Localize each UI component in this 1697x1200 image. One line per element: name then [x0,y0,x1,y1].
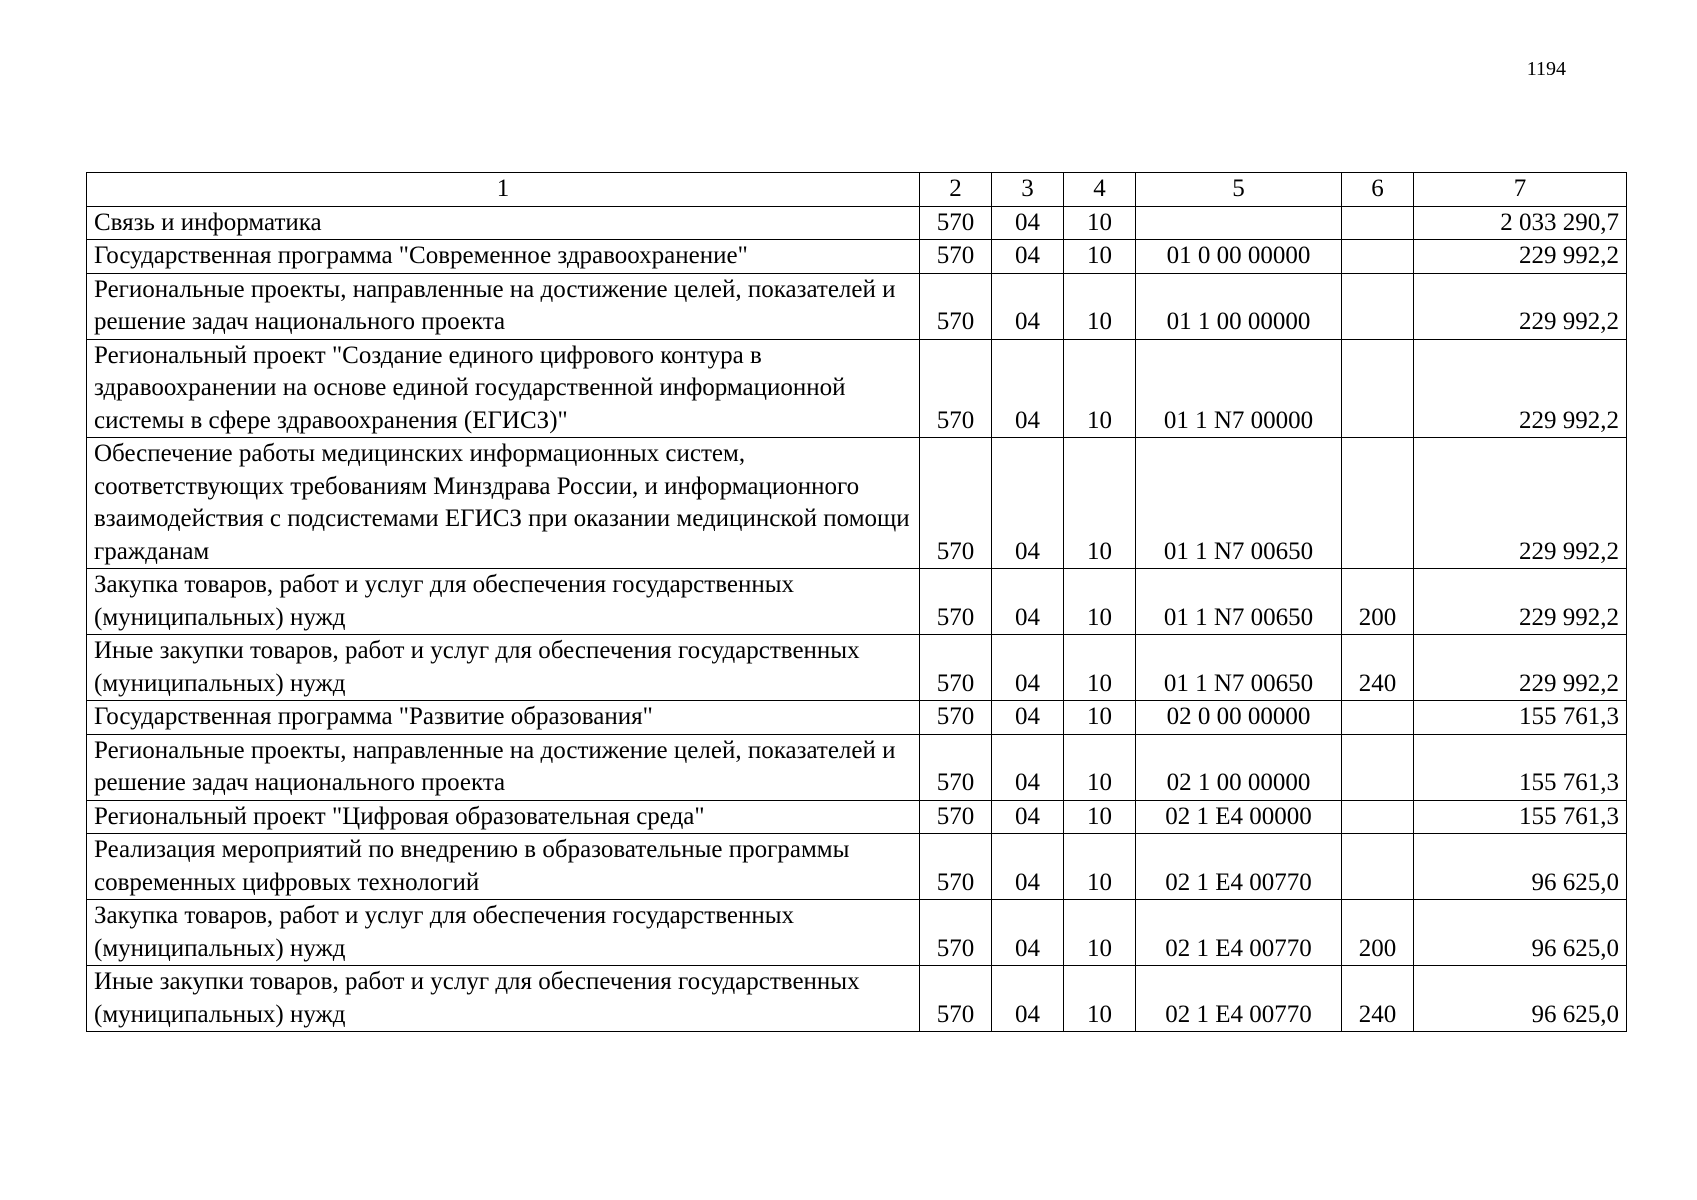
table-row [87,339,1627,438]
subsection-cell: 10 [1064,206,1136,240]
row-name-cell: Региональный проект "Цифровая образовательная среда" [87,800,920,834]
expense-type-cell [1342,273,1414,339]
column-header: 6 [1342,173,1414,207]
section-cell: 04 [992,569,1064,635]
amount-cell: 155 761,3 [1414,800,1627,834]
subsection-cell: 10 [1064,834,1136,900]
amount-cell: 229 992,2 [1414,438,1627,569]
table-row [87,900,1627,966]
target-article-cell: 02 1 E4 00000 [1136,800,1342,834]
table-row [87,438,1627,569]
amount-cell: 96 625,0 [1414,900,1627,966]
code-cell: 570 [920,701,992,735]
target-article-cell: 02 1 E4 00770 [1136,834,1342,900]
column-header: 4 [1064,173,1136,207]
expense-type-cell [1342,339,1414,438]
table-row [87,800,1627,834]
subsection-cell: 10 [1064,734,1136,800]
expense-type-cell [1342,734,1414,800]
subsection-cell: 10 [1064,569,1136,635]
subsection-cell: 10 [1064,900,1136,966]
amount-cell: 229 992,2 [1414,339,1627,438]
section-cell: 04 [992,966,1064,1032]
code-cell: 570 [920,273,992,339]
code-cell: 570 [920,900,992,966]
row-name-cell: Государственная программа "Развитие образования" [87,701,920,735]
target-article-cell: 02 1 00 00000 [1136,734,1342,800]
code-cell: 570 [920,569,992,635]
amount-cell: 96 625,0 [1414,834,1627,900]
code-cell: 570 [920,206,992,240]
code-cell: 570 [920,339,992,438]
row-name-cell: Региональные проекты, направленные на достижение целей, показателей и решение задач национального проекта [87,273,920,339]
column-header: 5 [1136,173,1342,207]
row-name-cell: Иные закупки товаров, работ и услуг для обеспечения государственных (муниципальных) нужд [87,966,920,1032]
table-row [87,569,1627,635]
section-cell: 04 [992,734,1064,800]
table-row [87,701,1627,735]
budget-table [86,172,1627,1032]
expense-type-cell: 200 [1342,569,1414,635]
column-header: 3 [992,173,1064,207]
subsection-cell: 10 [1064,635,1136,701]
section-cell: 04 [992,800,1064,834]
amount-cell: 229 992,2 [1414,635,1627,701]
section-cell: 04 [992,900,1064,966]
amount-cell: 229 992,2 [1414,273,1627,339]
row-name-cell: Региональные проекты, направленные на достижение целей, показателей и решение задач национального проекта [87,734,920,800]
expense-type-cell: 200 [1342,900,1414,966]
expense-type-cell: 240 [1342,635,1414,701]
row-name-cell: Связь и информатика [87,206,920,240]
target-article-cell: 02 0 00 00000 [1136,701,1342,735]
target-article-cell: 01 1 N7 00650 [1136,635,1342,701]
subsection-cell: 10 [1064,240,1136,274]
subsection-cell: 10 [1064,438,1136,569]
expense-type-cell: 240 [1342,966,1414,1032]
amount-cell: 229 992,2 [1414,240,1627,274]
subsection-cell: 10 [1064,966,1136,1032]
expense-type-cell [1342,834,1414,900]
amount-cell: 229 992,2 [1414,569,1627,635]
amount-cell: 155 761,3 [1414,734,1627,800]
column-header: 2 [920,173,992,207]
target-article-cell: 01 1 N7 00650 [1136,569,1342,635]
subsection-cell: 10 [1064,800,1136,834]
code-cell: 570 [920,800,992,834]
table-header-row [87,173,1627,207]
row-name-cell: Закупка товаров, работ и услуг для обеспечения государственных (муниципальных) нужд [87,900,920,966]
expense-type-cell [1342,206,1414,240]
table-row [87,273,1627,339]
code-cell: 570 [920,734,992,800]
target-article-cell: 01 0 00 00000 [1136,240,1342,274]
page-number: 1194 [1526,58,1566,80]
expense-type-cell [1342,438,1414,569]
expense-type-cell [1342,701,1414,735]
amount-cell: 2 033 290,7 [1414,206,1627,240]
section-cell: 04 [992,273,1064,339]
section-cell: 04 [992,834,1064,900]
section-cell: 04 [992,206,1064,240]
amount-cell: 96 625,0 [1414,966,1627,1032]
amount-cell: 155 761,3 [1414,701,1627,735]
expense-type-cell [1342,240,1414,274]
code-cell: 570 [920,438,992,569]
column-header: 7 [1414,173,1627,207]
target-article-cell [1136,206,1342,240]
row-name-cell: Закупка товаров, работ и услуг для обеспечения государственных (муниципальных) нужд [87,569,920,635]
row-name-cell: Обеспечение работы медицинских информационных систем, соответствующих требованиям Минздрава России, и информационного взаимодействия с подсистемами ЕГИСЗ при оказании медицинской помощи гражданам [87,438,920,569]
table-row [87,966,1627,1032]
section-cell: 04 [992,635,1064,701]
section-cell: 04 [992,701,1064,735]
code-cell: 570 [920,240,992,274]
table-body [87,173,1627,1032]
subsection-cell: 10 [1064,339,1136,438]
table-row [87,734,1627,800]
row-name-cell: Региональный проект "Создание единого цифрового контура в здравоохранении на основе единой государственной информационной системы в сфере здравоохранения (ЕГИСЗ)" [87,339,920,438]
subsection-cell: 10 [1064,701,1136,735]
expense-type-cell [1342,800,1414,834]
row-name-cell: Реализация мероприятий по внедрению в образовательные программы современных цифровых технологий [87,834,920,900]
target-article-cell: 02 1 E4 00770 [1136,900,1342,966]
target-article-cell: 01 1 00 00000 [1136,273,1342,339]
section-cell: 04 [992,339,1064,438]
target-article-cell: 01 1 N7 00000 [1136,339,1342,438]
target-article-cell: 01 1 N7 00650 [1136,438,1342,569]
section-cell: 04 [992,438,1064,569]
row-name-cell: Иные закупки товаров, работ и услуг для обеспечения государственных (муниципальных) нужд [87,635,920,701]
subsection-cell: 10 [1064,273,1136,339]
table-row [87,206,1627,240]
column-header: 1 [87,173,920,207]
target-article-cell: 02 1 E4 00770 [1136,966,1342,1032]
code-cell: 570 [920,635,992,701]
code-cell: 570 [920,834,992,900]
row-name-cell: Государственная программа "Современное здравоохранение" [87,240,920,274]
section-cell: 04 [992,240,1064,274]
code-cell: 570 [920,966,992,1032]
table-row [87,635,1627,701]
table-row [87,834,1627,900]
table-row [87,240,1627,274]
